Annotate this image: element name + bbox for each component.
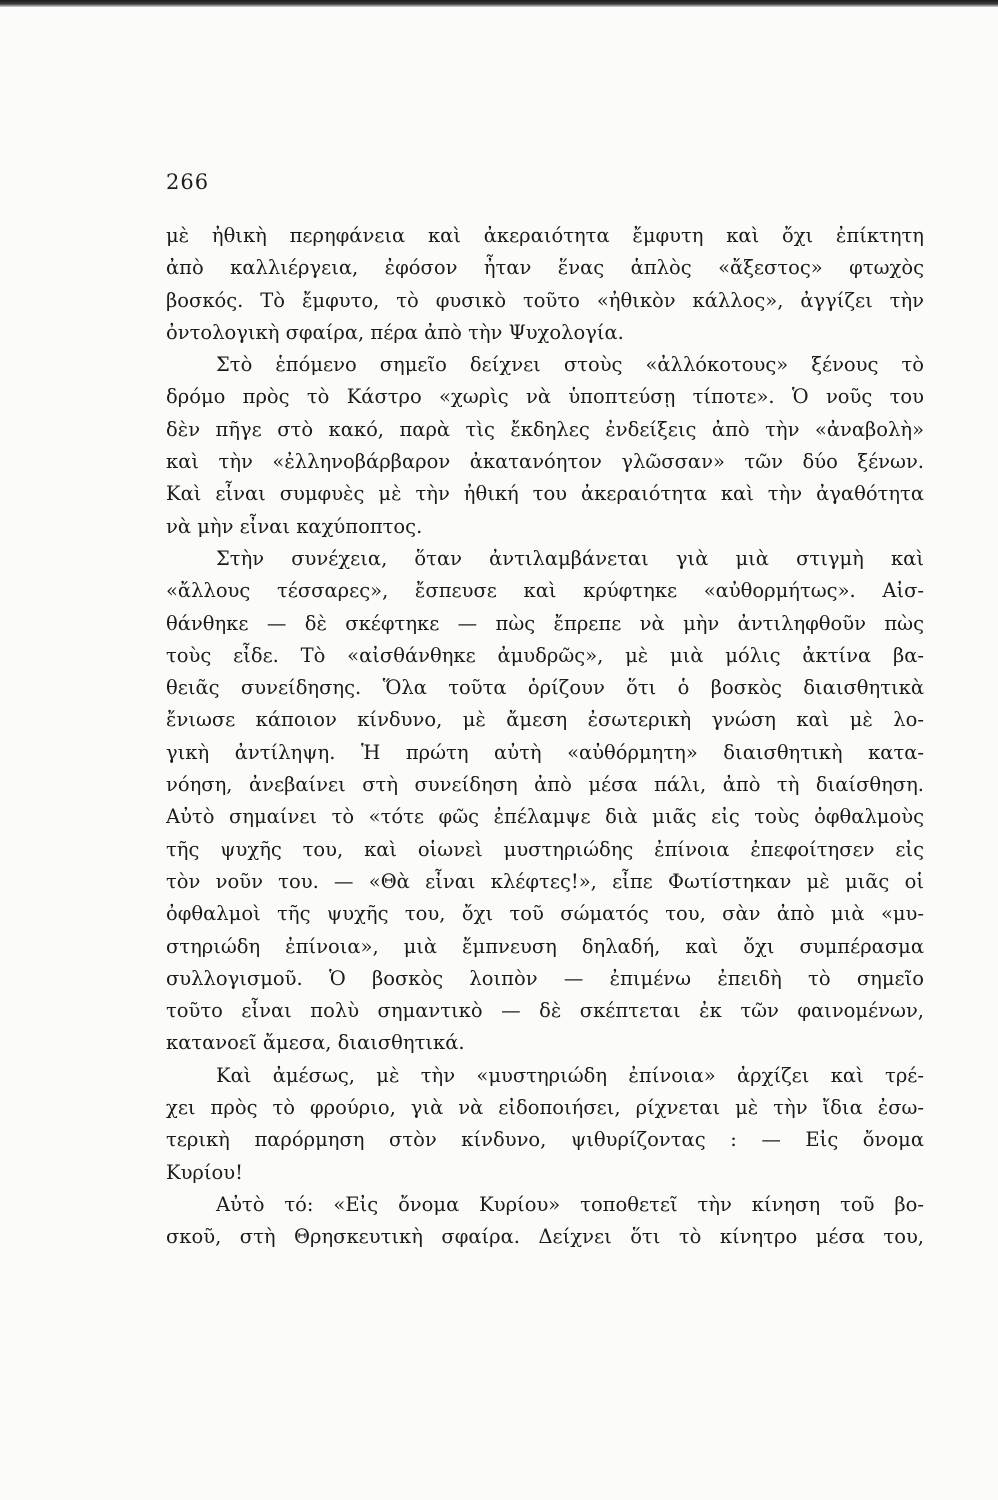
- paragraph-first-line: Καὶ ἀμέσως, μὲ τὴν «μυστηριώδη ἐπίνοια» ἀρχίζει καὶ τρέ-: [216, 1063, 924, 1087]
- text-line: γικὴ ἀντίληψη. Ἡ πρώτη αὐτὴ «αὐθόρμητη» διαισθητικὴ κατα-: [166, 740, 924, 764]
- page-number: 266: [166, 170, 210, 194]
- text-line: ἔνιωσε κάποιον κίνδυνο, μὲ ἄμεση ἐσωτερικὴ γνώση καὶ μὲ λο-: [166, 708, 924, 732]
- text-line: νόηση, ἀνεβαίνει στὴ συνείδηση ἀπὸ μέσα πάλι, ἀπὸ τὴ διαίσθηση.: [166, 773, 924, 797]
- text-line: Καὶ εἶναι συμφυὲς μὲ τὴν ἠθική του ἀκεραιότητα καὶ τὴν ἀγαθότητα: [166, 482, 924, 506]
- text-line: ὀντολογικὴ σφαίρα, πέρα ἀπὸ τὴν Ψυχολογία.: [166, 320, 624, 344]
- text-line: στηριώδη ἐπίνοια», μιὰ ἔμπνευση δηλαδή, καὶ ὄχι συμπέρασμα: [166, 934, 924, 958]
- text-line: ὀφθαλμοὶ τῆς ψυχῆς του, ὄχι τοῦ σώματός του, σὰν ἀπὸ μιὰ «μυ-: [166, 902, 924, 926]
- text-line: μὲ ἠθικὴ περηφάνεια καὶ ἀκεραιότητα ἔμφυτη καὶ ὄχι ἐπίκτητη: [166, 224, 924, 247]
- text-line: Κυρίου!: [166, 1160, 243, 1184]
- paragraph-first-line: Στὴν συνέχεια, ὅταν ἀντιλαμβάνεται γιὰ μιὰ στιγμὴ καὶ: [216, 546, 924, 570]
- text-line: τοὺς εἶδε. Τὸ «αἰσθάνθηκε ἀμυδρῶς», μὲ μιὰ μόλις ἀκτίνα βα-: [166, 643, 924, 667]
- text-line: τὸν νοῦν του. — «Θὰ εἶναι κλέφτες!», εἶπε Φωτίστηκαν μὲ μιᾶς οἱ: [166, 869, 924, 893]
- text-line: κατανοεῖ ἄμεσα, διαισθητικά.: [166, 1031, 465, 1055]
- text-line: βοσκός. Τὸ ἔμφυτο, τὸ φυσικὸ τοῦτο «ἠθικὸν κάλλος», ἀγγίζει τὴν: [166, 288, 924, 312]
- text-line: ἀπὸ καλλιέργεια, ἐφόσον ἦταν ἕνας ἁπλὸς «ἄξεστος» φτωχὸς: [166, 256, 924, 280]
- paragraph-first-line: Αὐτὸ τό: «Εἰς ὄνομα Κυρίου» τοποθετεῖ τὴν κίνηση τοῦ βο-: [216, 1192, 924, 1216]
- page-top-edge: [0, 0, 998, 7]
- text-line: σκοῦ, στὴ Θρησκευτικὴ σφαίρα. Δείχνει ὅτι τὸ κίνητρο μέσα του,: [166, 1225, 924, 1249]
- text-line: τερικὴ παρόρμηση στὸν κίνδυνο, ψιθυρίζοντας : — Εἰς ὄνομα: [166, 1128, 924, 1152]
- text-line: νὰ μὴν εἶναι καχύποπτος.: [166, 514, 423, 538]
- text-line: θάνθηκε — δὲ σκέφτηκε — πὼς ἔπρεπε νὰ μὴν ἀντιληφθοῦν πὼς: [166, 611, 924, 635]
- text-line: δρόμο πρὸς τὸ Κάστρο «χωρὶς νὰ ὑποπτεύσῃ τίποτε». Ὁ νοῦς του: [166, 385, 924, 409]
- paragraph-first-line: Στὸ ἑπόμενο σημεῖο δείχνει στοὺς «ἀλλόκοτους» ξένους τὸ: [216, 353, 924, 377]
- body-text: [166, 220, 924, 1254]
- text-line: καὶ τὴν «ἐλληνοβάρβαρον ἀκατανόητον γλῶσσαν» τῶν δύο ξένων.: [166, 450, 924, 474]
- text-line: τῆς ψυχῆς του, καὶ οἱωνεὶ μυστηριώδης ἐπίνοια ἐπεφοίτησεν εἰς: [166, 837, 924, 861]
- text-line: τοῦτο εἶναι πολὺ σημαντικὸ — δὲ σκέπτεται ἐκ τῶν φαινομένων,: [166, 999, 924, 1023]
- text-line: χει πρὸς τὸ φρούριο, γιὰ νὰ εἰδοποιήσει, ρίχνεται μὲ τὴν ἴδια ἐσω-: [166, 1096, 924, 1120]
- text-line: «ἄλλους τέσσαρες», ἔσπευσε καὶ κρύφτηκε «αὐθορμήτως». Αἰσ-: [166, 579, 924, 603]
- text-line: θειᾶς συνείδησης. Ὅλα τοῦτα ὁρίζουν ὅτι ὁ βοσκὸς διαισθητικὰ: [166, 676, 924, 700]
- text-line: συλλογισμοῦ. Ὁ βοσκὸς λοιπὸν — ἐπιμένω ἐπειδὴ τὸ σημεῖο: [166, 966, 924, 990]
- text-line: Αὐτὸ σημαίνει τὸ «τότε φῶς ἐπέλαμψε διὰ μιᾶς εἰς τοὺς ὀφθαλμοὺς: [166, 805, 924, 829]
- text-line: δὲν πῆγε στὸ κακό, παρὰ τὶς ἔκδηλες ἐνδείξεις ἀπὸ τὴν «ἀναβολὴ»: [166, 417, 924, 441]
